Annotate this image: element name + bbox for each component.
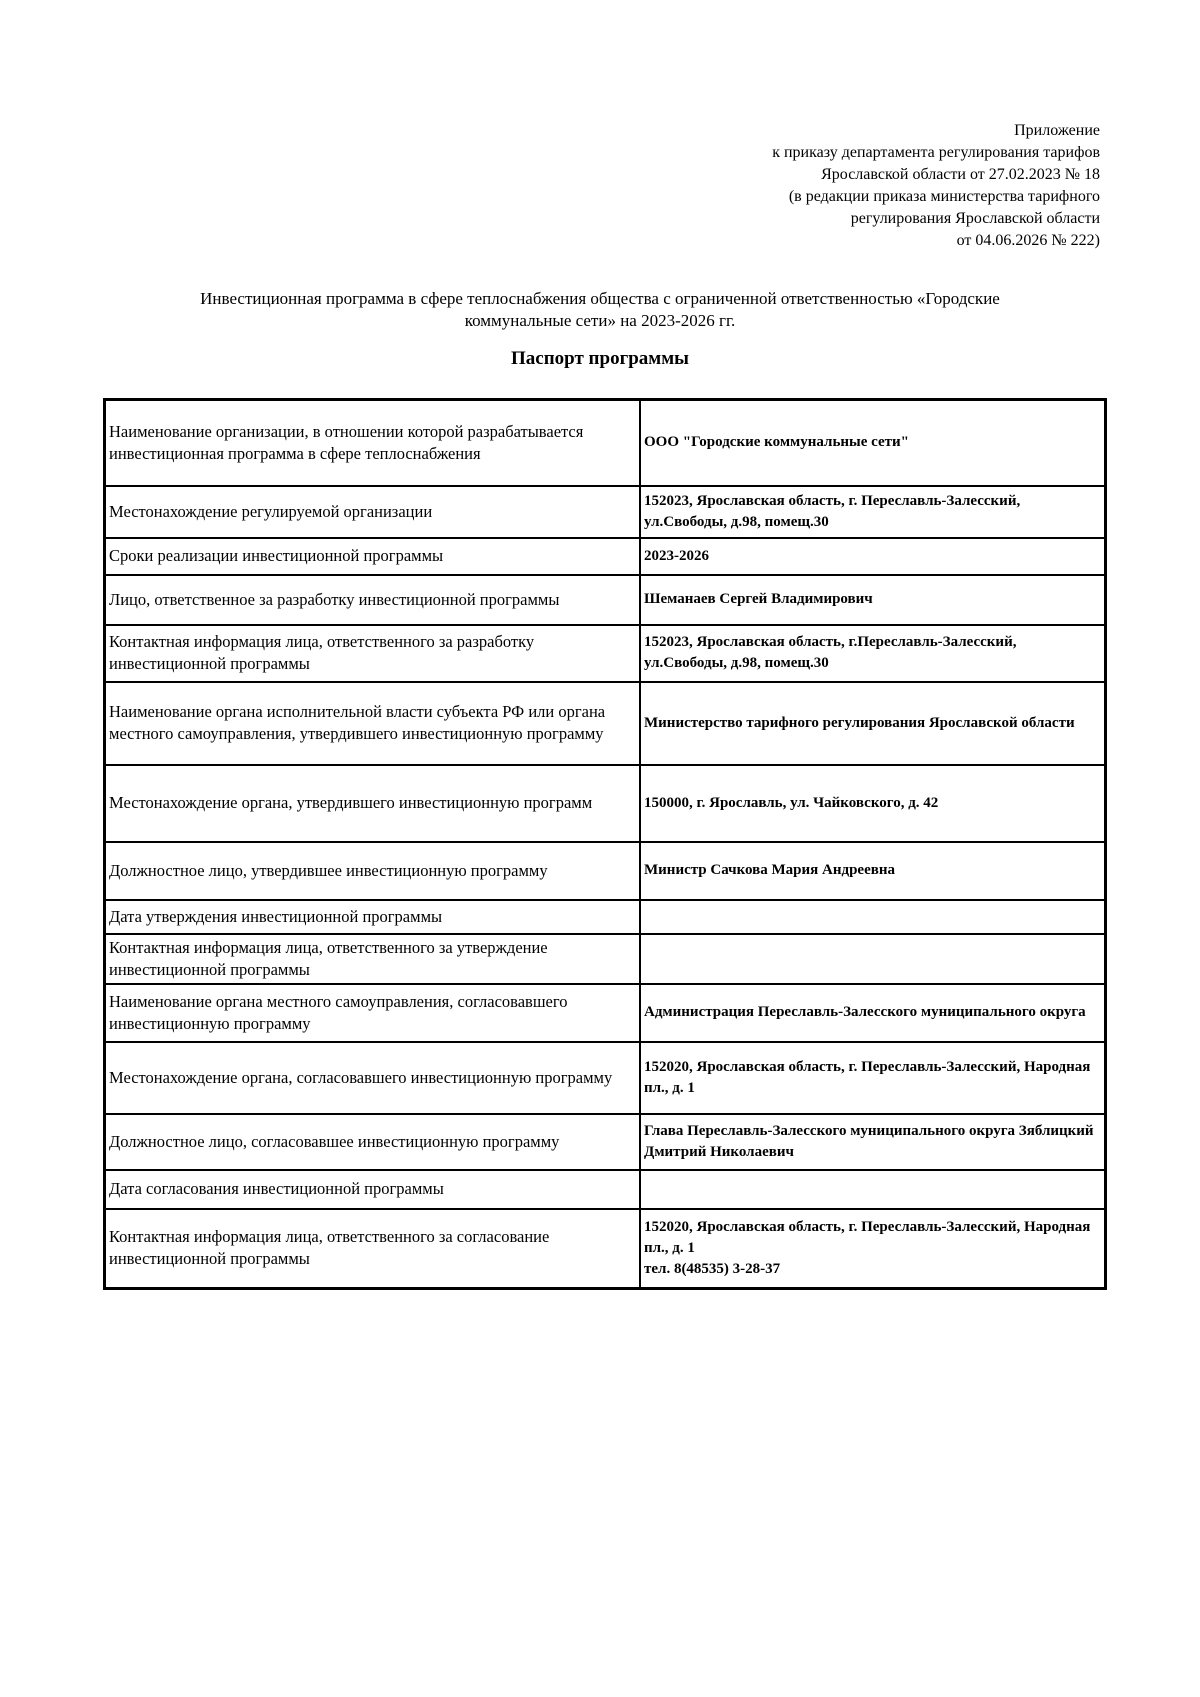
table-row [105, 1170, 1106, 1209]
document-title-line-1: Инвестиционная программа в сфере теплоснабжения общества с ограниченной ответственностью «Городские [200, 289, 1000, 308]
row-value: 150000, г. Ярославль, ул. Чайковского, д. 42 [640, 765, 1106, 842]
passport-title: Паспорт программы [511, 348, 689, 369]
table-row [105, 984, 1106, 1042]
row-label: Контактная информация лица, ответственного за утверждение инвестиционной программы [105, 934, 641, 984]
passport-table [103, 398, 1107, 1290]
row-label: Наименование органа местного самоуправления, согласовавшего инвестиционную программу [105, 984, 641, 1042]
table-row [105, 538, 1106, 575]
row-label: Дата согласования инвестиционной программы [105, 1170, 641, 1209]
row-label: Местонахождение органа, согласовавшего инвестиционную программу [105, 1042, 641, 1114]
appendix-block [772, 120, 1100, 252]
table-row [105, 625, 1106, 682]
table-row [105, 486, 1106, 538]
row-label: Контактная информация лица, ответственного за разработку инвестиционной программы [105, 625, 641, 682]
document-title-line-2: коммунальные сети» на 2023-2026 гг. [464, 311, 736, 330]
appendix-line: Приложение [1014, 122, 1100, 139]
row-value-address: 152020, Ярославская область, г. Переславль-Залесский, Народная пл., д. 1 [644, 1218, 1091, 1256]
table-row [105, 900, 1106, 934]
row-value: Шеманаев Сергей Владимирович [640, 575, 1106, 625]
row-value: 152020, Ярославская область, г. Переславль-Залесский, Народная пл., д. 1 [640, 1042, 1106, 1114]
appendix-line: от 04.06.2026 № 222) [956, 232, 1100, 249]
appendix-line: (в редакции приказа министерства тарифного [788, 188, 1100, 205]
row-value: 2023-2026 [640, 538, 1106, 575]
table-row [105, 842, 1106, 900]
table-row [105, 765, 1106, 842]
table-row [105, 1114, 1106, 1170]
table-row [105, 575, 1106, 625]
row-value: ООО "Городские коммунальные сети" [640, 400, 1106, 486]
row-label: Местонахождение органа, утвердившего инвестиционную программ [105, 765, 641, 842]
row-label: Дата утверждения инвестиционной программы [105, 900, 641, 934]
table-row [105, 1042, 1106, 1114]
row-value: 152023, Ярославская область, г.Переславль-Залесский, ул.Свободы, д.98, помещ.30 [640, 625, 1106, 682]
table-row [105, 400, 1106, 486]
row-value [640, 1209, 1106, 1289]
row-value: Администрация Переславль-Залесского муниципального округа [640, 984, 1106, 1042]
row-label: Лицо, ответственное за разработку инвестиционной программы [105, 575, 641, 625]
appendix-line: Ярославской области от 27.02.2023 № 18 [821, 166, 1100, 183]
row-value: Министерство тарифного регулирования Ярославской области [640, 682, 1106, 765]
row-value [640, 1170, 1106, 1209]
row-label: Контактная информация лица, ответственного за согласование инвестиционной программы [105, 1209, 641, 1289]
row-label: Наименование организации, в отношении которой разрабатывается инвестиционная программа в сфере теплоснабжения [105, 400, 641, 486]
row-label: Должностное лицо, согласовавшее инвестиционную программу [105, 1114, 641, 1170]
row-value [640, 934, 1106, 984]
appendix-line: регулирования Ярославской области [850, 210, 1100, 227]
document-title [100, 288, 1100, 332]
row-value-phone: тел. 8(48535) 3-28-37 [644, 1260, 781, 1277]
row-value: Министр Сачкова Мария Андреевна [640, 842, 1106, 900]
table-row [105, 1209, 1106, 1289]
row-label: Должностное лицо, утвердившее инвестиционную программу [105, 842, 641, 900]
row-label: Местонахождение регулируемой организации [105, 486, 641, 538]
appendix-line: к приказу департамента регулирования тарифов [772, 144, 1100, 161]
row-label: Сроки реализации инвестиционной программы [105, 538, 641, 575]
table-row [105, 682, 1106, 765]
row-value: 152023, Ярославская область, г. Переславль-Залесский, ул.Свободы, д.98, помещ.30 [640, 486, 1106, 538]
table-row [105, 934, 1106, 984]
row-label: Наименование органа исполнительной власти субъекта РФ или органа местного самоуправления, утвердившего инвестиционную программу [105, 682, 641, 765]
row-value [640, 900, 1106, 934]
row-value: Глава Переславль-Залесского муниципального округа Зяблицкий Дмитрий Николаевич [640, 1114, 1106, 1170]
